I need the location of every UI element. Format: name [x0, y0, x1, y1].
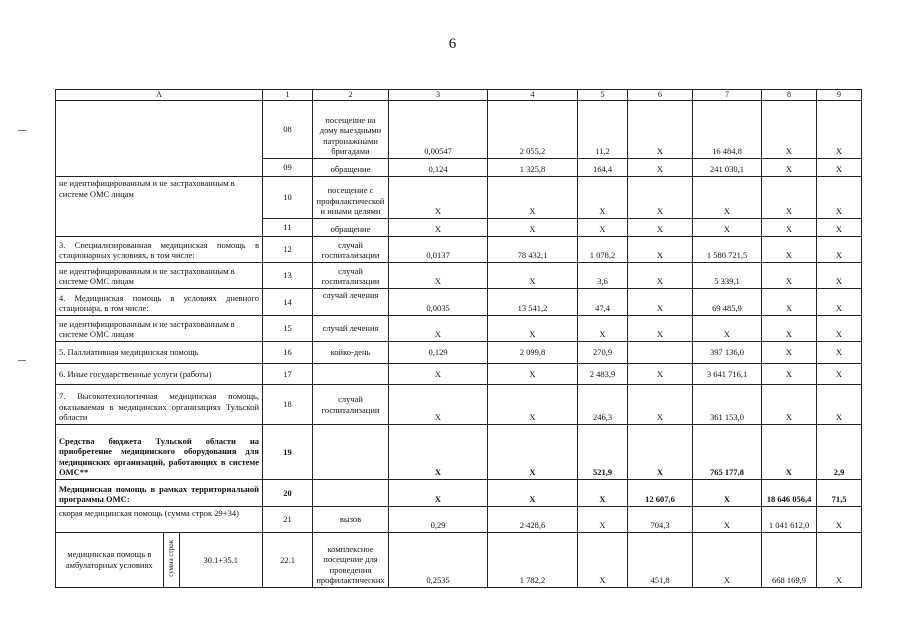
header-cell: 1 [263, 90, 313, 101]
value-cell: 361 153,0 [693, 385, 762, 425]
value-cell: Х [389, 385, 488, 425]
table-row [56, 425, 862, 480]
value-cell: Х [762, 159, 817, 177]
value-cell: 3,6 [578, 263, 628, 289]
value-cell: Х [628, 425, 693, 480]
value-cell: 704,3 [628, 507, 693, 533]
value-cell: Х [578, 480, 628, 507]
row-label: Медицинская помощь в рамках территориальной программы ОМС: [56, 480, 263, 507]
header-cell: 4 [488, 90, 578, 101]
value-cell: Х [762, 101, 817, 159]
value-cell: Х [693, 480, 762, 507]
value-cell: 47,4 [578, 289, 628, 316]
unit-cell [313, 364, 389, 385]
value-cell: Х [817, 385, 862, 425]
scan-mark [18, 360, 26, 361]
row-label: 7. Высокотехнологичная медицинская помощь, оказываемая в медицинских организациях Тульской области [56, 385, 263, 425]
row-number: 21 [263, 507, 313, 533]
table-row [56, 237, 862, 263]
value-cell: Х [389, 480, 488, 507]
value-cell: Х [578, 177, 628, 219]
value-cell: Х [817, 101, 862, 159]
scan-mark [18, 130, 26, 131]
value-cell: Х [762, 342, 817, 364]
value-cell: Х [817, 219, 862, 237]
value-cell: Х [488, 364, 578, 385]
value-cell: Х [628, 316, 693, 342]
value-cell: Х [628, 263, 693, 289]
header-cell: А [56, 90, 263, 101]
row-label: 5. Паллиативная медицинская помощь [56, 342, 263, 364]
row-number: 17 [263, 364, 313, 385]
value-cell: Х [762, 237, 817, 263]
value-cell: 0,0035 [389, 289, 488, 316]
unit-cell: обращение [313, 159, 389, 177]
table-row [56, 533, 862, 588]
value-cell: 2,9 [817, 425, 862, 480]
value-cell: 1 782,2 [488, 533, 578, 588]
row-number: 08 [263, 101, 313, 159]
row-number: 18 [263, 385, 313, 425]
unit-cell: посещение с профилактической и иными целями [313, 177, 389, 219]
value-cell: Х [817, 316, 862, 342]
value-cell: Х [389, 219, 488, 237]
table-row [56, 289, 862, 316]
value-cell: 2 428,6 [488, 507, 578, 533]
value-cell: Х [762, 316, 817, 342]
value-cell: 12 607,6 [628, 480, 693, 507]
value-cell: 246,3 [578, 385, 628, 425]
value-cell: 765 177,8 [693, 425, 762, 480]
header-row [56, 90, 862, 101]
unit-cell: случай госпитализации [313, 263, 389, 289]
value-cell: Х [488, 177, 578, 219]
value-cell: Х [817, 237, 862, 263]
value-cell [628, 342, 693, 364]
value-cell: Х [817, 507, 862, 533]
unit-cell [313, 480, 389, 507]
row-number: 12 [263, 237, 313, 263]
value-cell: 0,129 [389, 342, 488, 364]
page-number: 6 [448, 36, 457, 52]
table-row [56, 480, 862, 507]
row-number: 11 [263, 219, 313, 237]
value-cell: Х [488, 219, 578, 237]
value-cell: 2 483,9 [578, 364, 628, 385]
value-cell: 0,00547 [389, 101, 488, 159]
row-number: 14 [263, 289, 313, 316]
value-cell: Х [578, 316, 628, 342]
value-cell: Х [693, 316, 762, 342]
row-label: не идентифицированным и не застрахованным в системе ОМС лицам [56, 263, 263, 289]
row-label: Средства бюджета Тульской области на приобретение медицинского оборудования для медицинских организаций, работающих в системе ОМС** [56, 425, 263, 480]
value-cell: Х [762, 289, 817, 316]
value-cell: 270,9 [578, 342, 628, 364]
value-cell: 451,8 [628, 533, 693, 588]
value-cell: Х [817, 342, 862, 364]
value-cell: 0,2535 [389, 533, 488, 588]
value-cell: 1 078,2 [578, 237, 628, 263]
row-label: не идентифицированным и не застрахованным в системе ОМС лицам [56, 177, 263, 237]
value-cell: Х [488, 263, 578, 289]
value-cell: 5 339,1 [693, 263, 762, 289]
value-cell: 71,5 [817, 480, 862, 507]
table-row [56, 385, 862, 425]
value-cell: Х [762, 385, 817, 425]
header-cell: 7 [693, 90, 762, 101]
value-cell: 2 055,2 [488, 101, 578, 159]
row-number: 13 [263, 263, 313, 289]
value-cell: Х [488, 316, 578, 342]
value-cell: Х [693, 219, 762, 237]
value-cell: Х [817, 263, 862, 289]
row-label [56, 101, 263, 177]
row-number: 16 [263, 342, 313, 364]
table-row [56, 342, 862, 364]
row-label: не идентифицированным и не застрахованным в системе ОМС лицам [56, 316, 263, 342]
value-cell: Х [628, 237, 693, 263]
unit-cell: вызов [313, 507, 389, 533]
value-cell: Х [762, 425, 817, 480]
unit-cell: посещение на дому выездными патронажными бригадами [313, 101, 389, 159]
unit-cell: койко-день [313, 342, 389, 364]
value-cell: 1 041 612,0 [762, 507, 817, 533]
value-cell: Х [628, 289, 693, 316]
table-row [56, 507, 862, 533]
value-cell: 397 136,0 [693, 342, 762, 364]
row-number: 19 [263, 425, 313, 480]
value-cell: Х [389, 425, 488, 480]
value-cell: 0,124 [389, 159, 488, 177]
row-label: скорая медицинская помощь (сумма строк 29+34) [56, 507, 263, 533]
header-cell: 9 [817, 90, 862, 101]
value-cell: Х [762, 263, 817, 289]
value-cell: Х [389, 263, 488, 289]
value-cell: 69 485,9 [693, 289, 762, 316]
row-label-group [56, 533, 263, 588]
value-cell: Х [628, 101, 693, 159]
row-number: 15 [263, 316, 313, 342]
value-cell: 11,2 [578, 101, 628, 159]
row-label: 4. Медицинская помощь в условиях дневного стационара, в том числе: [56, 289, 263, 316]
value-cell: 16 484,8 [693, 101, 762, 159]
unit-cell [313, 425, 389, 480]
row-number: 10 [263, 177, 313, 219]
value-cell: Х [817, 533, 862, 588]
row-number: 22.1 [263, 533, 313, 588]
value-cell: Х [693, 177, 762, 219]
appendix-table [55, 89, 862, 588]
value-cell: Х [817, 177, 862, 219]
value-cell: Х [817, 289, 862, 316]
value-cell: Х [762, 364, 817, 385]
sum-rows-label: сумма строк [163, 533, 179, 587]
value-cell: Х [389, 364, 488, 385]
value-cell: Х [389, 316, 488, 342]
header-cell: 2 [313, 90, 389, 101]
value-cell: Х [628, 159, 693, 177]
value-cell: 1 580 721,5 [693, 237, 762, 263]
row-label: 3. Специализированная медицинская помощь в стационарных условиях, в том числе: [56, 237, 263, 263]
value-cell: 3 641 716,1 [693, 364, 762, 385]
unit-cell: комплексное посещение для проведения профилактических [313, 533, 389, 588]
row-number: 09 [263, 159, 313, 177]
unit-cell: случай госпитализации [313, 237, 389, 263]
value-cell: 164,4 [578, 159, 628, 177]
unit-cell: обращение [313, 219, 389, 237]
header-cell: 6 [628, 90, 693, 101]
value-cell: Х [628, 219, 693, 237]
row-label: медицинская помощь в амбулаторных условиях [65, 549, 153, 570]
value-cell: Х [488, 480, 578, 507]
row-number: 20 [263, 480, 313, 507]
value-cell: 1 325,8 [488, 159, 578, 177]
header-cell: 8 [762, 90, 817, 101]
value-cell: Х [578, 533, 628, 588]
value-cell: 13 541,2 [488, 289, 578, 316]
value-cell: 668 169,9 [762, 533, 817, 588]
value-cell: Х [578, 507, 628, 533]
unit-cell: случай лечения [313, 289, 389, 316]
row-label: 6. Иные государственные услуги (работы) [56, 364, 263, 385]
value-cell: Х [762, 219, 817, 237]
value-cell: Х [488, 385, 578, 425]
table-row [56, 364, 862, 385]
value-cell: Х [693, 533, 762, 588]
value-cell: Х [628, 385, 693, 425]
value-cell: Х [578, 219, 628, 237]
value-cell: 78 432,1 [488, 237, 578, 263]
unit-cell: случай лечения [313, 316, 389, 342]
value-cell: Х [817, 364, 862, 385]
value-cell: Х [628, 364, 693, 385]
table-row [56, 177, 862, 219]
table-row [56, 316, 862, 342]
value-cell: Х [817, 159, 862, 177]
value-cell: 521,9 [578, 425, 628, 480]
value-cell: Х [628, 177, 693, 219]
header-cell: 5 [578, 90, 628, 101]
unit-cell: случай госпитализации [313, 385, 389, 425]
value-cell: 0,0137 [389, 237, 488, 263]
value-cell: 241 030,1 [693, 159, 762, 177]
value-cell: Х [389, 177, 488, 219]
sum-rows-formula: 30.1+35.1 [179, 533, 262, 587]
value-cell: 2 099,8 [488, 342, 578, 364]
header-cell: 3 [389, 90, 488, 101]
table-row [56, 101, 862, 159]
value-cell: Х [693, 507, 762, 533]
value-cell: Х [488, 425, 578, 480]
value-cell: 18 646 056,4 [762, 480, 817, 507]
value-cell: Х [762, 177, 817, 219]
table-row [56, 263, 862, 289]
value-cell: 0,29 [389, 507, 488, 533]
